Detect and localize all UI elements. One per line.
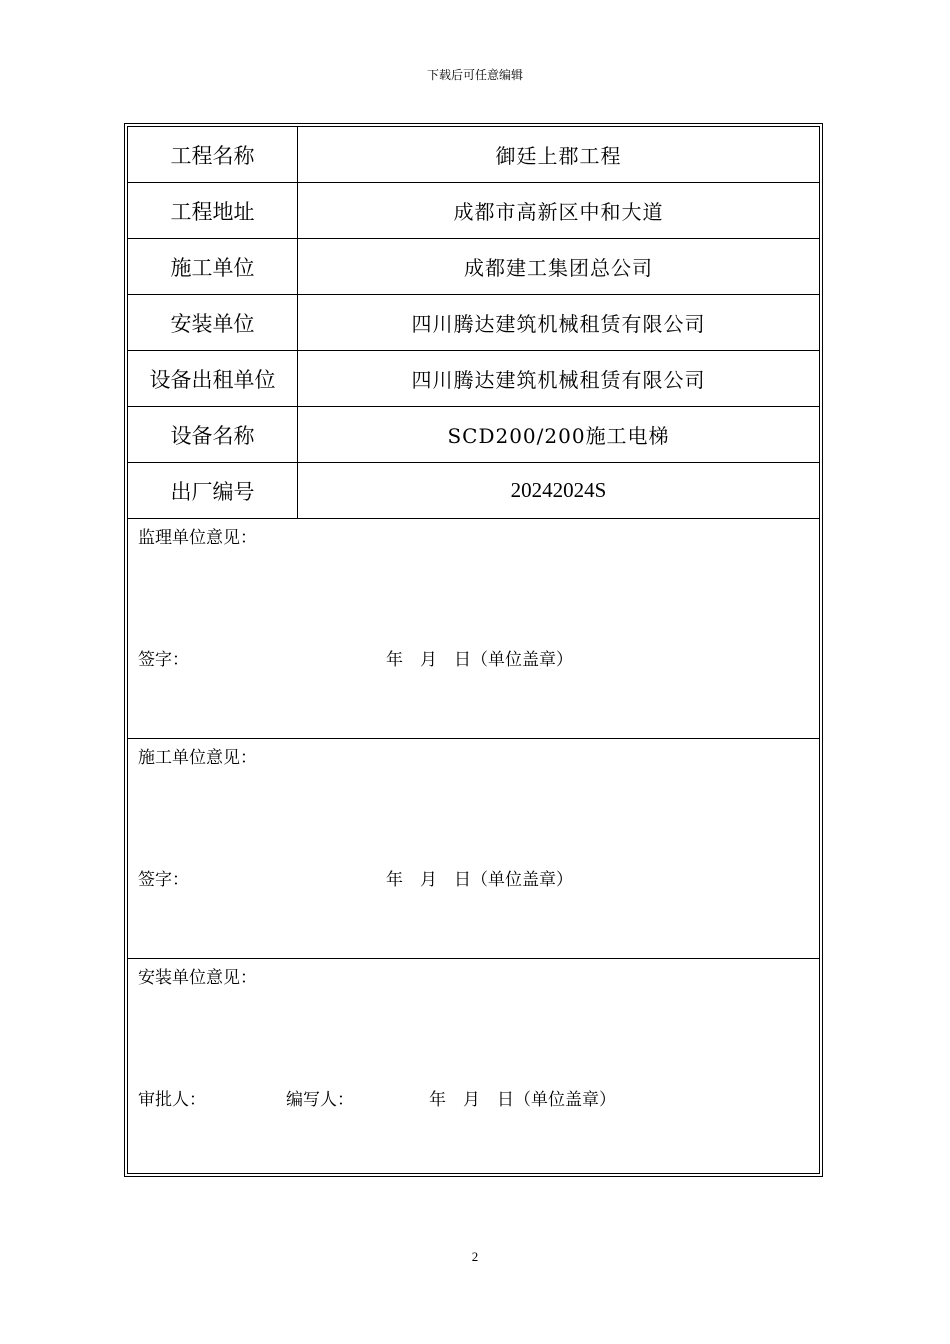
construction-unit-value: 成都建工集团总公司 bbox=[464, 256, 653, 280]
row-project-address bbox=[128, 183, 819, 239]
installation-opinion-section bbox=[128, 959, 819, 1179]
form-inner bbox=[127, 126, 820, 1174]
serial-number-value: 20242024S bbox=[510, 478, 607, 502]
writer-label: 编写人： bbox=[286, 1090, 354, 1110]
supervision-opinion-section bbox=[128, 519, 819, 739]
row-construction-unit bbox=[128, 239, 819, 295]
row-installation-unit bbox=[128, 295, 819, 351]
page-number: 2 bbox=[471, 1249, 479, 1264]
construction-opinion-section bbox=[128, 739, 819, 959]
supervision-sign-label: 签字： bbox=[138, 650, 189, 670]
row-project-name bbox=[128, 127, 819, 183]
rental-unit-label: 设备出租单位 bbox=[128, 351, 298, 406]
header-note: 下载后可任意编辑 bbox=[426, 68, 523, 82]
supervision-date-stamp: 年 月 日（单位盖章） bbox=[386, 650, 573, 670]
project-name-value: 御廷上郡工程 bbox=[495, 144, 622, 168]
equipment-name-label: 设备名称 bbox=[128, 407, 298, 462]
serial-number-label: 出厂编号 bbox=[128, 463, 298, 518]
rental-unit-value: 四川腾达建筑机械租赁有限公司 bbox=[411, 368, 706, 392]
row-equipment-name bbox=[128, 407, 819, 463]
installation-unit-label: 安装单位 bbox=[128, 295, 298, 350]
installation-opinion-title: 安装单位意见： bbox=[138, 968, 257, 988]
project-name-label: 工程名称 bbox=[128, 127, 298, 182]
installation-date-stamp: 年 月 日（单位盖章） bbox=[429, 1090, 616, 1110]
approver-label: 审批人： bbox=[138, 1090, 206, 1110]
row-rental-unit bbox=[128, 351, 819, 407]
supervision-opinion-title: 监理单位意见： bbox=[138, 528, 257, 548]
row-serial-number bbox=[128, 463, 819, 519]
project-address-label: 工程地址 bbox=[128, 183, 298, 238]
construction-unit-label: 施工单位 bbox=[128, 239, 298, 294]
installation-unit-value: 四川腾达建筑机械租赁有限公司 bbox=[411, 312, 706, 336]
construction-sign-label: 签字： bbox=[138, 870, 189, 890]
project-address-value: 成都市高新区中和大道 bbox=[453, 200, 664, 224]
equipment-name-value: SCD200/200施工电梯 bbox=[447, 424, 670, 448]
approval-form bbox=[124, 123, 823, 1177]
construction-opinion-title: 施工单位意见： bbox=[138, 748, 257, 768]
construction-date-stamp: 年 月 日（单位盖章） bbox=[386, 870, 573, 890]
